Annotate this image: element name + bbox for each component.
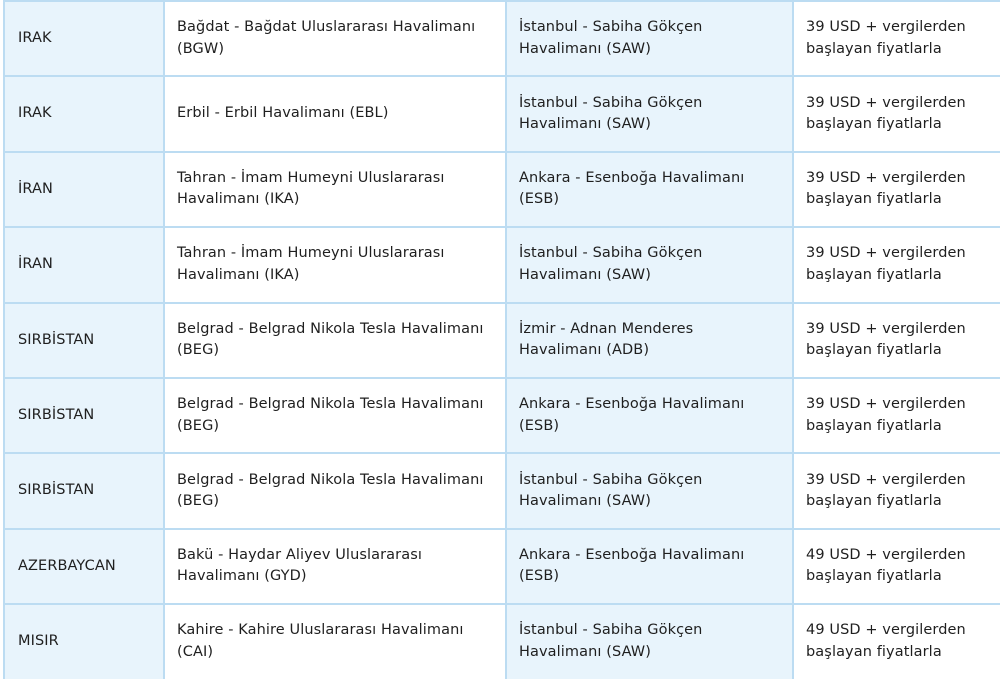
- destination-cell: Kahire - Kahire Uluslararası Havalimanı (CAI): [164, 604, 506, 679]
- country-cell: SIRBİSTAN: [4, 453, 164, 528]
- destination-cell: Tahran - İmam Humeyni Uluslararası Havalimanı (IKA): [164, 152, 506, 227]
- destination-cell: Tahran - İmam Humeyni Uluslararası Havalimanı (IKA): [164, 227, 506, 302]
- price-cell: 39 USD + vergilerden başlayan fiyatlarla: [793, 1, 1000, 76]
- country-cell: SIRBİSTAN: [4, 378, 164, 453]
- table-row: [4, 604, 1000, 679]
- destination-cell: Erbil - Erbil Havalimanı (EBL): [164, 76, 506, 151]
- origin-cell: İstanbul - Sabiha Gökçen Havalimanı (SAW): [506, 227, 793, 302]
- table-row: [4, 303, 1000, 378]
- destination-cell: Belgrad - Belgrad Nikola Tesla Havalimanı (BEG): [164, 378, 506, 453]
- destination-cell: Bakü - Haydar Aliyev Uluslararası Havalimanı (GYD): [164, 529, 506, 604]
- table-row: [4, 227, 1000, 302]
- price-cell: 39 USD + vergilerden başlayan fiyatlarla: [793, 303, 1000, 378]
- country-cell: MISIR: [4, 604, 164, 679]
- table-row: [4, 378, 1000, 453]
- origin-cell: Ankara - Esenboğa Havalimanı (ESB): [506, 529, 793, 604]
- destination-cell: Belgrad - Belgrad Nikola Tesla Havalimanı (BEG): [164, 303, 506, 378]
- country-cell: IRAK: [4, 1, 164, 76]
- destination-cell: Bağdat - Bağdat Uluslararası Havalimanı (BGW): [164, 1, 506, 76]
- table-row: [4, 529, 1000, 604]
- origin-cell: İzmir - Adnan Menderes Havalimanı (ADB): [506, 303, 793, 378]
- table-row: [4, 1, 1000, 76]
- origin-cell: İstanbul - Sabiha Gökçen Havalimanı (SAW): [506, 604, 793, 679]
- price-cell: 39 USD + vergilerden başlayan fiyatlarla: [793, 378, 1000, 453]
- origin-cell: Ankara - Esenboğa Havalimanı (ESB): [506, 152, 793, 227]
- price-cell: 39 USD + vergilerden başlayan fiyatlarla: [793, 453, 1000, 528]
- country-cell: IRAK: [4, 76, 164, 151]
- price-cell: 39 USD + vergilerden başlayan fiyatlarla: [793, 227, 1000, 302]
- country-cell: AZERBAYCAN: [4, 529, 164, 604]
- origin-cell: İstanbul - Sabiha Gökçen Havalimanı (SAW): [506, 76, 793, 151]
- flight-routes-table-container: [3, 0, 1000, 679]
- price-cell: 39 USD + vergilerden başlayan fiyatlarla: [793, 152, 1000, 227]
- price-cell: 39 USD + vergilerden başlayan fiyatlarla: [793, 76, 1000, 151]
- origin-cell: İstanbul - Sabiha Gökçen Havalimanı (SAW): [506, 453, 793, 528]
- flight-routes-table: [3, 0, 1000, 679]
- price-cell: 49 USD + vergilerden başlayan fiyatlarla: [793, 529, 1000, 604]
- origin-cell: Ankara - Esenboğa Havalimanı (ESB): [506, 378, 793, 453]
- country-cell: İRAN: [4, 227, 164, 302]
- table-row: [4, 152, 1000, 227]
- table-row: [4, 453, 1000, 528]
- price-cell: 49 USD + vergilerden başlayan fiyatlarla: [793, 604, 1000, 679]
- table-row: [4, 76, 1000, 151]
- destination-cell: Belgrad - Belgrad Nikola Tesla Havalimanı (BEG): [164, 453, 506, 528]
- origin-cell: İstanbul - Sabiha Gökçen Havalimanı (SAW): [506, 1, 793, 76]
- country-cell: SIRBİSTAN: [4, 303, 164, 378]
- country-cell: İRAN: [4, 152, 164, 227]
